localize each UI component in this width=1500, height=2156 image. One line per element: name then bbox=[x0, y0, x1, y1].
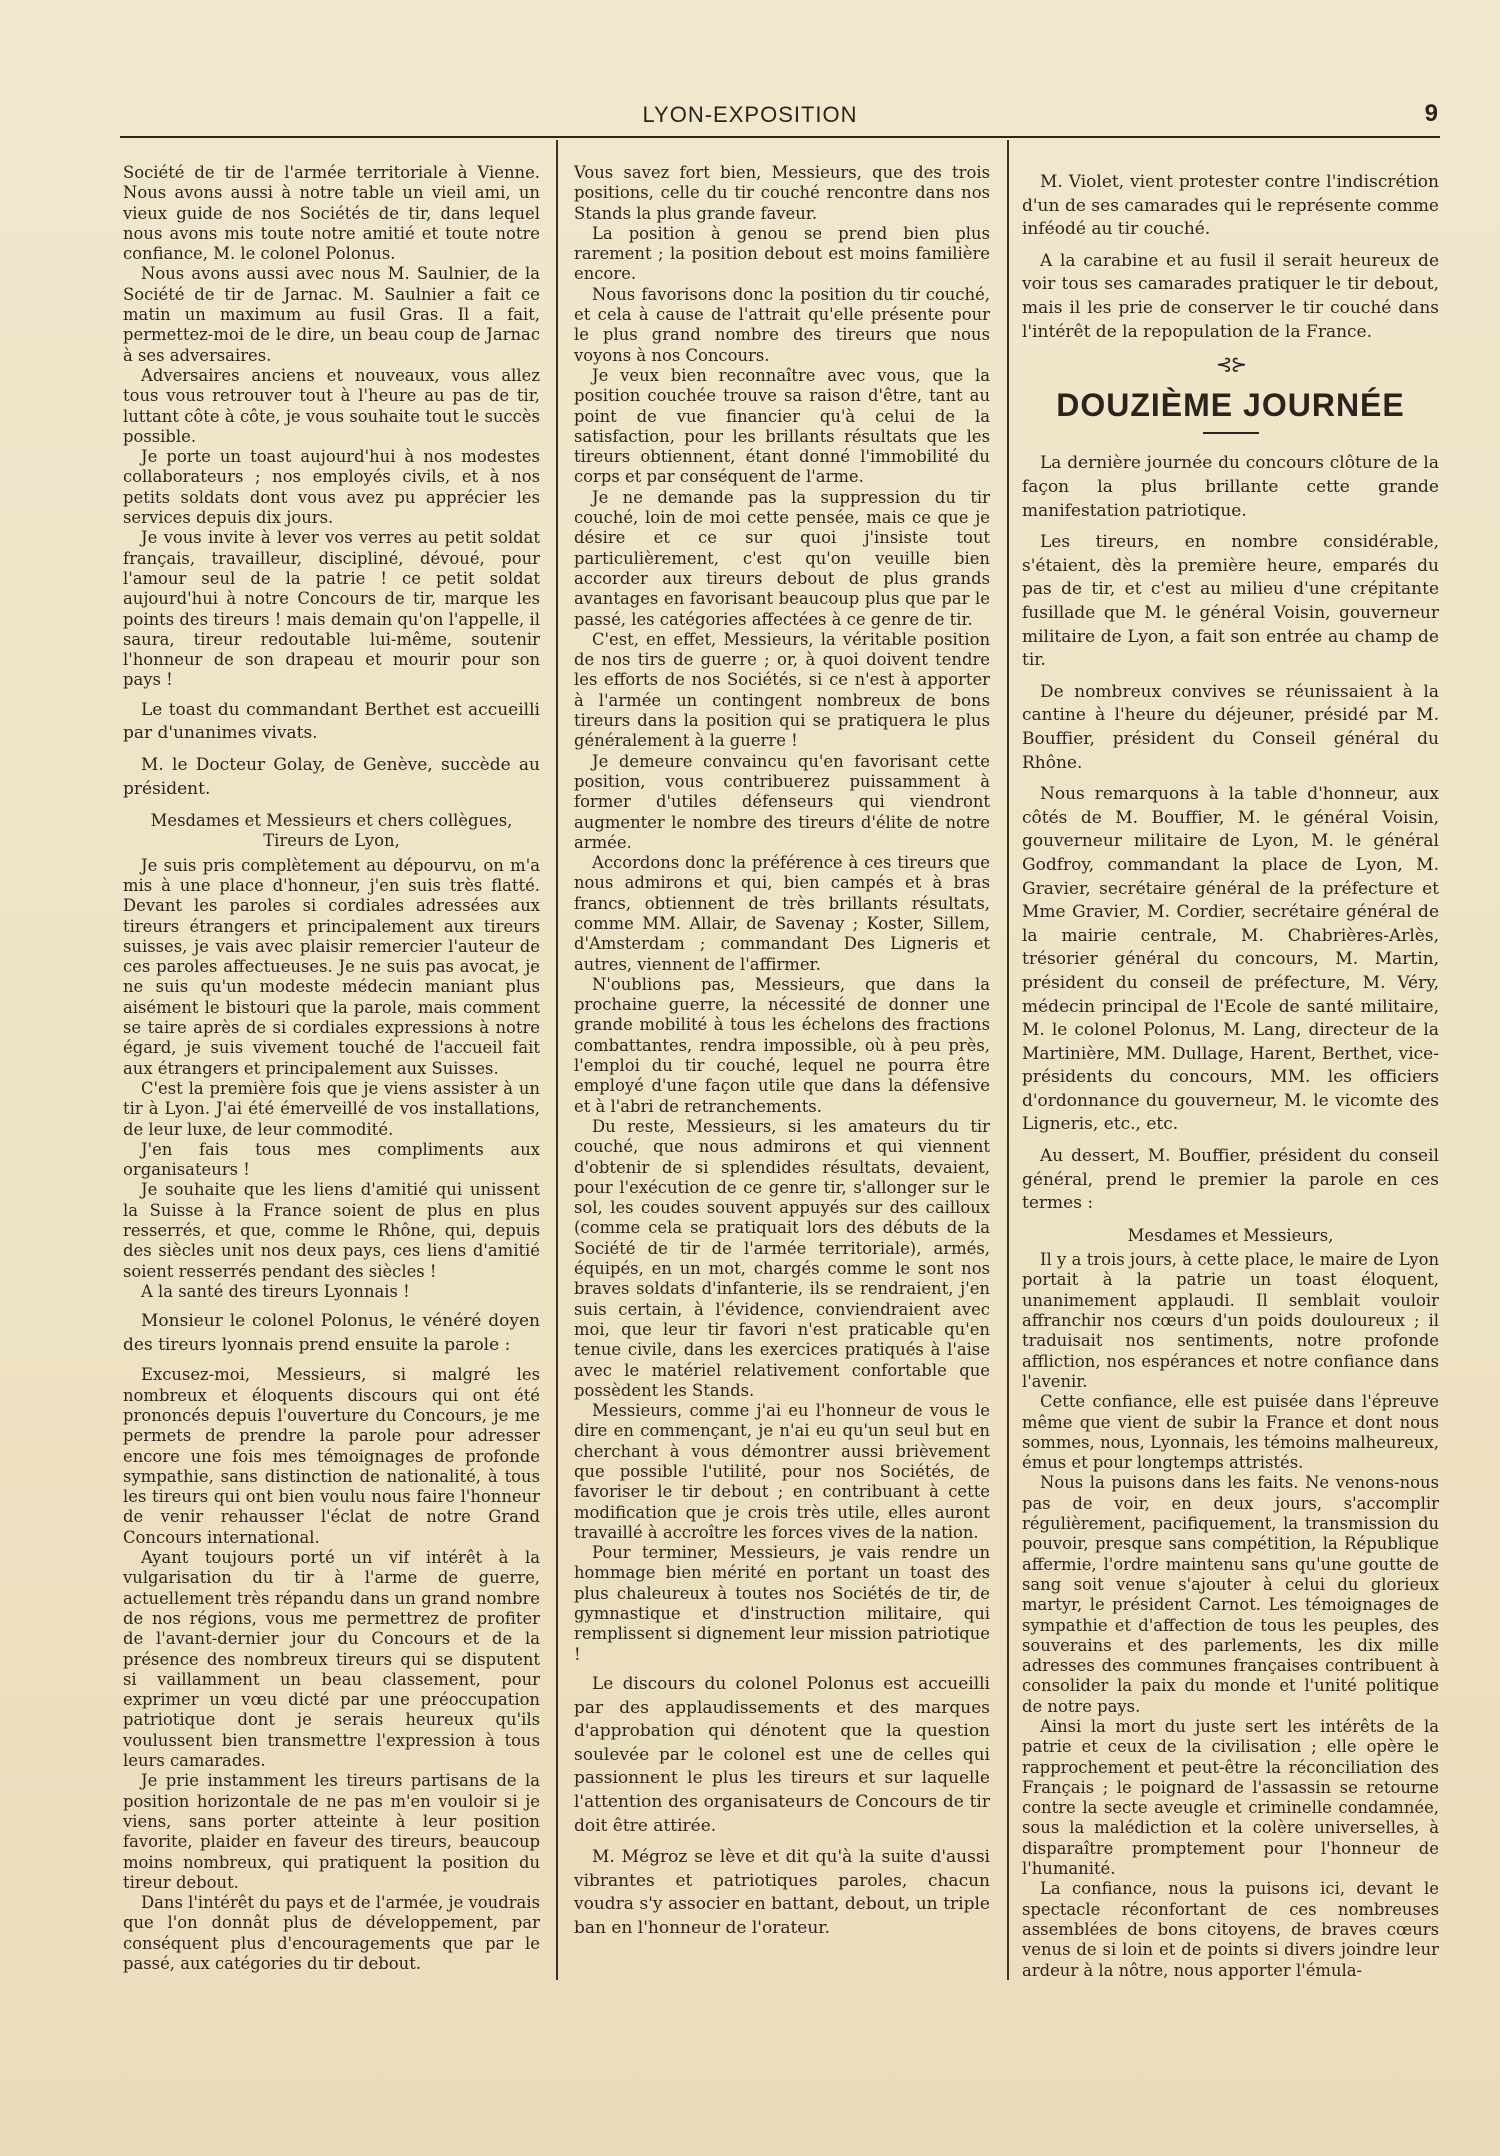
paragraph: Je suis pris complètement au dépourvu, on m'a mis à une place d'honneur, j'en suis très flatté. Devant les paroles si cordiales adressées aux tireurs étrangers et principalement aux tireurs suisses, je vais avec plaisir remercier l'auteur de ces paroles affectueuses. Je ne suis pas avocat, je ne suis qu'un modeste médecin maniant plus aisément le bistouri que la parole, mais comment se taire après de si cordiales expressions à notre égard, je suis vivement touché de l'accueil fait aux étrangers et principalement aux Suisses. bbox=[123, 855, 540, 1078]
paragraph: Excusez-moi, Messieurs, si malgré les nombreux et éloquents discours qui ont été prononcés depuis l'ouverture du Concours, je me permets de prendre la parole pour adresser encore une fois mes témoignages de profonde sympathie, sans distinction de nationalité, à tous les tireurs qui ont bien voulu nous faire l'honneur de venir rehausser l'éclat de notre Grand Concours international. bbox=[123, 1365, 540, 1547]
paragraph: Nous la puisons dans les faits. Ne venons-nous pas de voir, en deux jours, s'accomplir régulièrement, pacifiquement, la transmission du pouvoir, presque sans compétition, la République affermie, l'ordre maintenu sans qu'une goutte de sang soit venue s'ajouter à celui du glorieux martyr, le président Carnot. Les témoignages de sympathie et d'affection de tous les peuples, des souverains et des parlements, les dix mille adresses des communes françaises contribuent à consolider la paix du monde et l'unité politique de notre pays. bbox=[1022, 1473, 1439, 1716]
paragraph: Ayant toujours porté un vif intérêt à la vulgarisation du tir à l'arme de guerre, actuellement très répandu dans un grand nombre de nos régions, vous me permettrez de profiter de l'avant-dernier jour du Concours et de la présence des nombreux tireurs qui se disputent si vaillamment un beau classement, pour exprimer un vœu dicté par une préoccupation patriotique dont je serais heureux qu'ils voulussent bien transmettre l'expression à tous leurs camarades. bbox=[123, 1548, 540, 1771]
paragraph: Société de tir de l'armée territoriale à Vienne. Nous avons aussi à notre table un vieil ami, un vieux guide de nos Sociétés de tir, dans lequel nous avons mis toute notre amitié et toute notre confiance, M. le colonel Polonus. bbox=[123, 163, 540, 264]
paragraph: Cette confiance, elle est puisée dans l'épreuve même que vient de subir la France et dont nous sommes, nous, Lyonnais, les témoins malheureux, émus et pour longtemps attristés. bbox=[1022, 1392, 1439, 1473]
paragraph: Nous remarquons à la table d'honneur, aux côtés de M. Bouffier, M. le général Voisin, gouverneur militaire de Lyon, M. le général Godfroy, commandant la place de Lyon, M. Gravier, secrétaire général de la préfecture et Mme Gravier, M. Cordier, secrétaire général de la mairie centrale, M. Chabrières-Arlès, trésorier général du concours, M. Martin, président du conseil de préfecture, M. Véry, médecin principal de l'Ecole de santé militaire, M. le colonel Polonus, M. Lang, directeur de la Martinière, MM. Dullage, Harent, Berthet, vice-présidents du concours, MM. les officiers d'ordonnance du gouverneur, M. le vicomte des Ligneris, etc., etc. bbox=[1022, 784, 1439, 1135]
column-right-bottom bbox=[1022, 452, 1439, 1980]
paragraph: M. le Docteur Golay, de Genève, succède au président. bbox=[123, 754, 540, 799]
paragraph: Je porte un toast aujourd'hui à nos modestes collaborateurs ; nos employés civils, et à nos petits soldats dont vous avez pu apprécier les services depuis dix jours. bbox=[123, 447, 540, 528]
column-middle bbox=[574, 163, 990, 1983]
paragraph: Mesdames et Messieurs, bbox=[1127, 1225, 1334, 1245]
ornament-divider: ⊰⊱ bbox=[1215, 352, 1246, 377]
paragraph: Je demeure convaincu qu'en favorisant cette position, vous contribuerez puissamment à former d'utiles défenseurs qui viendront augmenter le nombre des tireurs d'élite de notre armée. bbox=[574, 751, 990, 852]
paragraph: Je vous invite à lever vos verres au petit soldat français, travailleur, discipliné, dévoué, pour l'amour seul de la patrie ! ce petit soldat aujourd'hui à notre Concours de tir, marque les points des tireurs ! mais demain qu'on l'appelle, il saura, tireur redoutable lui-même, soutenir l'honneur de son drapeau et mourir pour son pays ! bbox=[123, 528, 540, 690]
paragraph: Nous favorisons donc la position du tir couché, et cela à cause de l'attrait qu'elle présente pour le plus grand nombre des tireurs que nous voyons à nos Concours. bbox=[574, 284, 990, 365]
paragraph: Monsieur le colonel Polonus, le vénéré doyen des tireurs lyonnais prend ensuite la parole : bbox=[123, 1311, 540, 1355]
paragraph: M. Violet, vient protester contre l'indiscrétion d'un de ses camarades qui le représente comme inféodé au tir couché. bbox=[1022, 172, 1439, 240]
column-left bbox=[123, 163, 540, 1983]
paragraph: Dans l'intérêt du pays et de l'armée, je voudrais que l'on donnât plus de développement, par conséquent plus d'encouragements que par le passé, aux catégories du tir debout. bbox=[123, 1893, 540, 1974]
heading-rule bbox=[1203, 432, 1259, 434]
paragraph: M. Mégroz se lève et dit qu'à la suite d'aussi vibrantes et patriotiques paroles, chacun voudra s'y associer en battant, debout, un triple ban en l'honneur de l'orateur. bbox=[574, 1847, 990, 1938]
paragraph: Il y a trois jours, à cette place, le maire de Lyon portait à la patrie un toast éloquent, unanimement applaudi. Il semblait vouloir affranchir nos cœurs d'un poids douloureux ; il traduisait nos sentiments, notre profonde affliction, nos espérances et notre confiance dans l'avenir. bbox=[1022, 1250, 1439, 1391]
paragraph: Mesdames et Messieurs et chers collègues, Tireurs de Lyon, bbox=[150, 811, 513, 851]
paragraph: Messieurs, comme j'ai eu l'honneur de vous le dire en commençant, je n'ai eu qu'un seul but en cherchant à vous démontrer aussi brièvement que possible l'utilité, pour nos Sociétés, de favoriser le tir debout ; en contribuant à cette modification que je crois très utile, elles auront travaillé à accroître les forces vives de la nation. bbox=[574, 1401, 990, 1542]
paragraph: Adversaires anciens et nouveaux, vous allez tous vous retrouver tout à l'heure au pas de tir, luttant côte à côte, je vous souhaite tout le succès possible. bbox=[123, 365, 540, 446]
paragraph: Accordons donc la préférence à ces tireurs que nous admirons et qui, bien campés et à bras francs, obtiennent de très brillants résultats, comme MM. Allair, de Savenay ; Koster, Sillem, d'Amsterdam ; commandant Des Ligneris et autres, viennent de l'affirmer. bbox=[574, 853, 990, 974]
paragraph: Je veux bien reconnaître avec vous, que la position couchée trouve sa raison d'être, tant au point de vue financier qu'à celui de la satisfaction, pour les brillants résultats que les tireurs obtiennent, étant donné l'immobilité du corps et par conséquent de l'arme. bbox=[574, 365, 990, 487]
paragraph: A la carabine et au fusil il serait heureux de voir tous ses camarades pratiquer le tir debout, mais il les prie de conserver le tir couché dans l'intérêt de la repopulation de la France. bbox=[1022, 250, 1439, 342]
paragraph: Ainsi la mort du juste sert les intérêts de la patrie et ceux de la civilisation ; elle opère le rapprochement et peut-être la réconciliation des Français ; le poignard de l'assassin se retourne contre la secte aveugle et criminelle condamnée, sous la malédiction et la colère universelles, à disparaître promptement pour l'honneur de l'humanité. bbox=[1022, 1716, 1439, 1879]
paragraph: C'est, en effet, Messieurs, la véritable position de nos tirs de guerre ; or, à quoi doivent tendre les efforts de nos Sociétés, si ce n'est à apporter à l'armée un contingent nombreux de bons tireurs dans la position qui se pratiquera le plus généralement à la guerre ! bbox=[574, 629, 990, 751]
paragraph: Vous savez fort bien, Messieurs, que des trois positions, celle du tir couché rencontre dans nos Stands la plus grande faveur. bbox=[574, 163, 990, 223]
paragraph: Pour terminer, Messieurs, je vais rendre un hommage bien mérité en portant un toast des plus chaleureux à toutes nos Sociétés de tir, de gymnastique et d'instruction militaire, qui remplissent si dignement leur mission patriotique ! bbox=[574, 1543, 990, 1664]
paragraph: Du reste, Messieurs, si les amateurs du tir couché, que nous admirons et qui viennent d'obtenir de si splendides résultats, devaient, pour l'exécution de ce genre tir, s'allonger sur le sol, les coudes souvent appuyés sur des cailloux (comme cela se pratiquait lors des débuts de la Société de tir de l'armée territoriale), armés, équipés, en un mot, chargés comme le sont nos braves soldats d'infanterie, ils se rendraient, j'en suis certain, à l'évidence, conviendraient avec moi, que leur tir favori n'est praticable qu'en tenue civile, dans les exercices pratiqués à l'aise avec le matériel relativement confortable que possèdent les Stands. bbox=[574, 1116, 990, 1400]
paragraph: La dernière journée du concours clôture de la façon la plus brillante cette grande manifestation patriotique. bbox=[1022, 453, 1439, 521]
column-divider bbox=[556, 140, 558, 1980]
paragraph: Je souhaite que les liens d'amitié qui unissent la Suisse à la France soient de plus en plus resserrés, et que, comme le Rhône, qui, depuis des siècles unit nos deux pays, ces liens d'amitié soient resserrés pendant des siècles ! bbox=[123, 1180, 540, 1281]
paragraph: La position à genou se prend bien plus rarement ; la position debout est moins familière encore. bbox=[574, 223, 990, 284]
paragraph: De nombreux convives se réunissaient à la cantine à l'heure du déjeuner, présidé par M. Bouffier, président du Conseil général du Rhône. bbox=[1022, 681, 1439, 773]
paragraph: Je ne demande pas la suppression du tir couché, loin de moi cette pensée, mais ce que je désire et ce sur quoi j'insiste tout particulièrement, c'est qu'on veuille bien accorder aux tireurs debout de plus grands avantages en favorisant beaucoup plus que par le passé, les catégories affectées à ce genre de tir. bbox=[574, 487, 990, 629]
paragraph: Le toast du commandant Berthet est accueilli par d'unanimes vivats. bbox=[123, 699, 540, 744]
paragraph: Les tireurs, en nombre considérable, s'étaient, dès la première heure, emparés du pas de tir, et c'est au milieu d'une crépitante fusillade que M. le général Voisin, gouverneur militaire de Lyon, a fait son entrée au champ de tir. bbox=[1022, 532, 1439, 671]
column-right-top bbox=[1022, 171, 1439, 344]
paragraph: Je prie instamment les tireurs partisans de la position horizontale de ne pas m'en vouloir si je viens, sans porter atteinte à leur position favorite, plaider en faveur des tireurs, beaucoup moins nombreux, qui pratiquent la position du tireur debout. bbox=[123, 1771, 540, 1892]
paragraph: Le discours du colonel Polonus est accueilli par des applaudissements et des marques d'approbation qui dénotent que la question soulevée par le colonel est une de celles qui passionnent le plus les tireurs et sur laquelle l'attention des organisateurs de Concours de tir doit être attirée. bbox=[574, 1673, 990, 1836]
paragraph: Nous avons aussi avec nous M. Saulnier, de la Société de tir de Jarnac. M. Saulnier a fait ce matin un maximum au fusil Gras. Il a fait, permettez-moi de le dire, un beau coup de Jarnac à ses adversaires. bbox=[123, 264, 540, 365]
paragraph: La confiance, nous la puisons ici, devant le spectacle réconfortant de ces nombreuses assemblées de bons citoyens, de braves cœurs venus de si loin et de points si divers joindre leur ardeur à la nôtre, nous apporter l'émula- bbox=[1022, 1879, 1439, 1980]
column-divider bbox=[1007, 140, 1009, 1980]
column-right bbox=[1022, 163, 1439, 1983]
header-rule bbox=[120, 136, 1440, 138]
paragraph: C'est la première fois que je viens assister à un tir à Lyon. J'ai été émerveillé de vos installations, de leur luxe, de leur commodité. bbox=[123, 1078, 540, 1139]
paragraph: N'oublions pas, Messieurs, que dans la prochaine guerre, la nécessité de donner une grande mobilité à tous les échelons des fractions combattantes, rendra impossible, où à peu près, l'emploi du tir couché, lequel ne pourra être employé d'une façon utile que dans la défensive et à l'abri de retranchements. bbox=[574, 974, 990, 1116]
paragraph: A la santé des tireurs Lyonnais ! bbox=[141, 1281, 410, 1301]
page-number: 9 bbox=[1424, 100, 1438, 127]
running-title: LYON-EXPOSITION bbox=[642, 102, 858, 127]
running-head bbox=[0, 100, 1500, 132]
section-heading: DOUZIÈME JOURNÉE bbox=[1056, 387, 1405, 424]
paragraph: J'en fais tous mes compliments aux organisateurs ! bbox=[123, 1139, 540, 1180]
paragraph: Au dessert, M. Bouffier, président du conseil général, prend le premier la parole en ces termes : bbox=[1022, 1146, 1439, 1214]
